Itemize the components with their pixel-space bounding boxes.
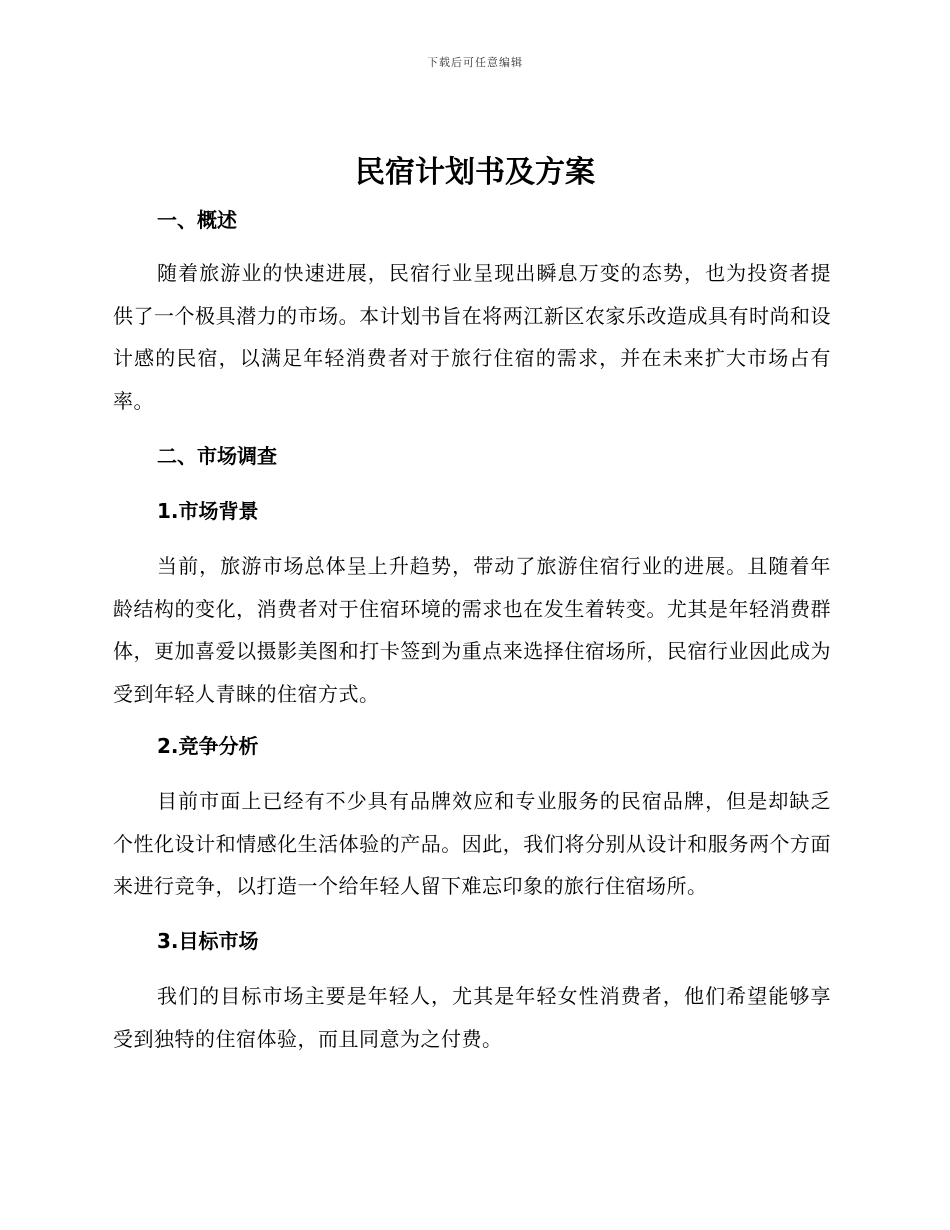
- document-title: 民宿计划书及方案: [355, 155, 595, 190]
- subsection-heading-target: 3.目标市场: [157, 929, 259, 953]
- page-header: 下载后可任意编辑: [427, 56, 523, 69]
- paragraph-target: 我们的目标市场主要是年轻人，尤其是年轻女性消费者，他们希望能够享受到独特的住宿体验，而且同意为之付费。: [113, 984, 831, 1051]
- paragraph-background: 当前，旅游市场总体呈上升趋势，带动了旅游住宿行业的进展。且随着年龄结构的变化，消费者对于住宿环境的需求也在发生着转变。尤其是年轻消费群体，更加喜爱以摄影美图和打卡签到为重点来选择住宿场所，民宿行业因此成为受到年轻人青睐的住宿方式。: [113, 554, 831, 706]
- subsection-heading-competition: 2.竞争分析: [157, 734, 259, 758]
- section-heading-market: 二、市场调查: [157, 444, 277, 468]
- paragraph-competition: 目前市面上已经有不少具有品牌效应和专业服务的民宿品牌，但是却缺乏个性化设计和情感化生活体验的产品。因此，我们将分别从设计和服务两个方面来进行竞争，以打造一个给年轻人留下难忘印象的旅行住宿场所。: [113, 789, 831, 898]
- paragraph-overview: 随着旅游业的快速进展，民宿行业呈现出瞬息万变的态势，也为投资者提供了一个极具潜力的市场。本计划书旨在将两江新区农家乐改造成具有时尚和设计感的民宿，以满足年轻消费者对于旅行住宿的需求，并在未来扩大市场占有率。: [113, 261, 831, 413]
- section-heading-overview: 一、概述: [157, 208, 237, 232]
- subsection-heading-background: 1.市场背景: [157, 499, 259, 523]
